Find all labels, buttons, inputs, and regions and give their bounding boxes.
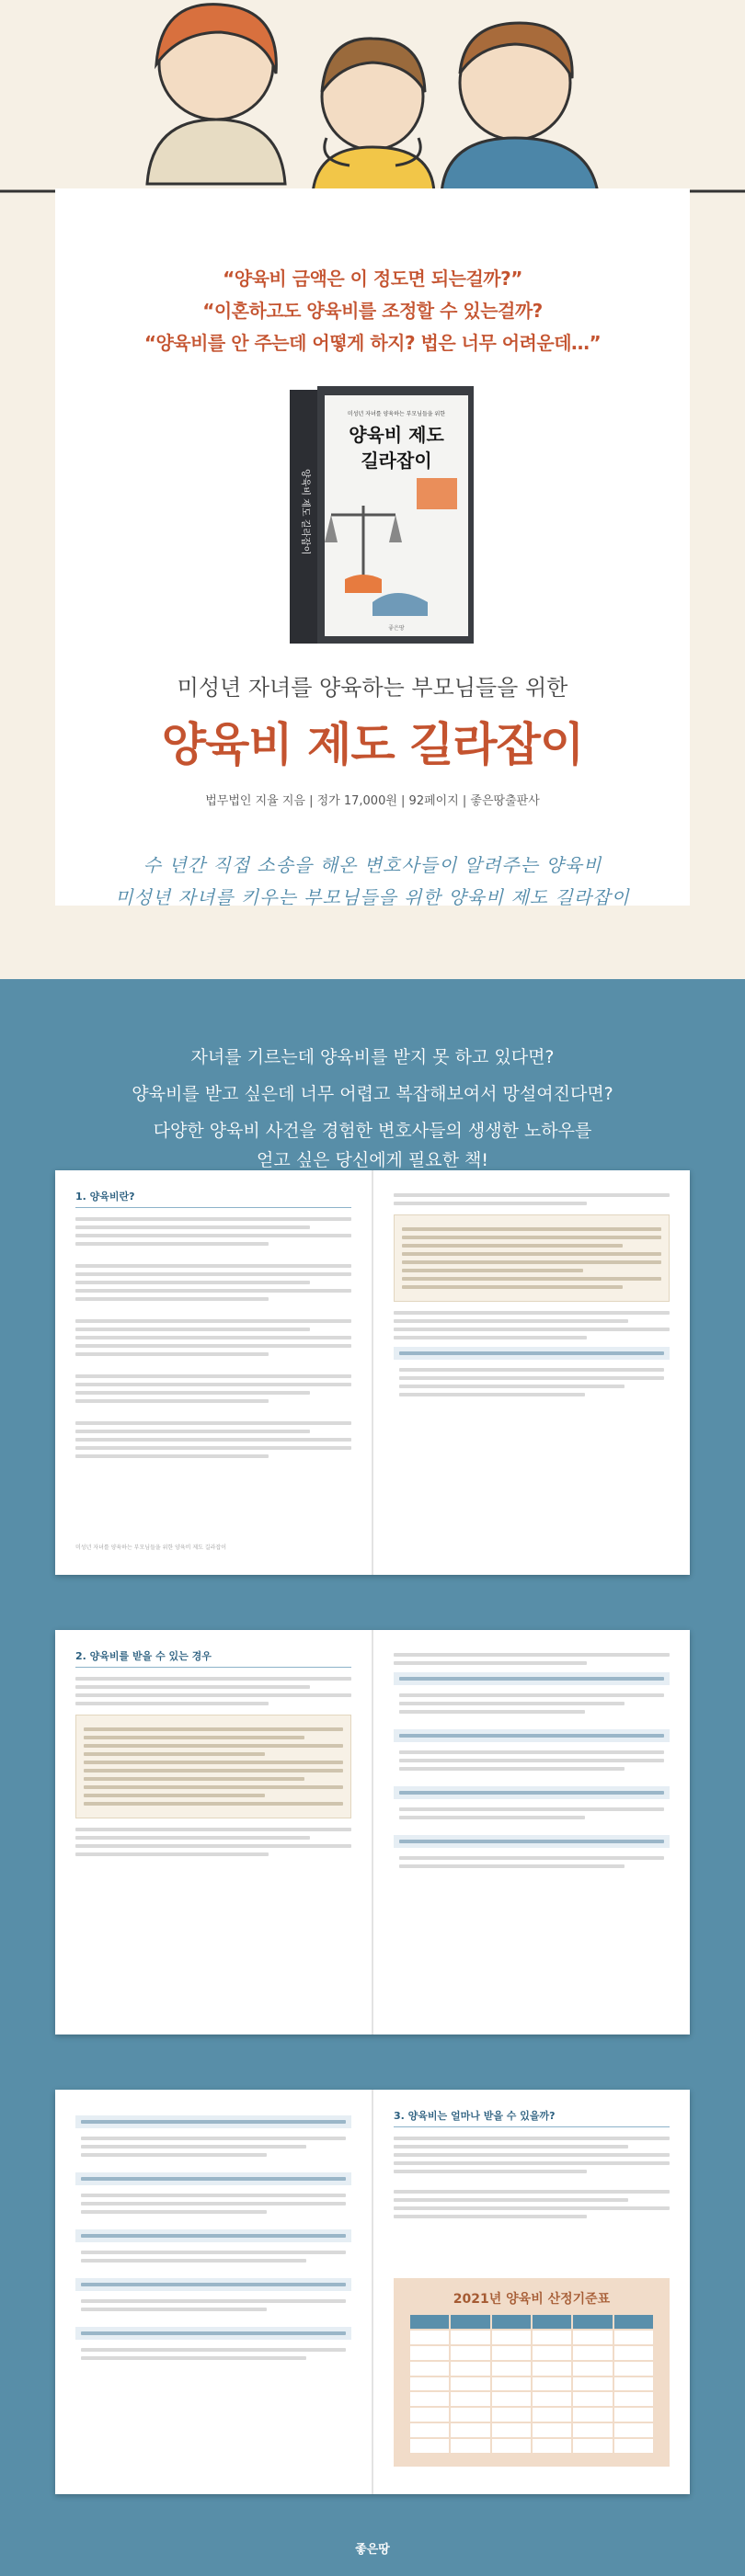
page-right	[394, 1189, 670, 1556]
preview-section	[0, 979, 745, 2576]
table-title: 2021년 양육비 산정기준표	[453, 2292, 611, 2307]
section-heading: 1. 양육비란?	[75, 1189, 351, 1208]
table-grid	[410, 2315, 653, 2453]
intro-line-1: 자녀를 기르는데 양육비를 받지 못 하고 있다면?	[190, 1047, 555, 1067]
spread-gutter	[372, 1630, 373, 2035]
section-heading: 2. 양육비를 받을 수 있는 경우	[75, 1648, 351, 1668]
page-right	[394, 2108, 670, 2274]
book-spread-1	[55, 1170, 690, 1575]
page-left	[75, 2108, 351, 2476]
family-illustration	[0, 0, 745, 193]
intro-line-3: 다양한 양육비 사건을 경험한 변호사들의 생생한 노하우를	[153, 1121, 592, 1141]
support-table-image	[394, 2278, 670, 2467]
handwriting-line-2: 미성년 자녀를 키우는 부모님들을 위한 양육비 제도 길라잡이	[115, 886, 630, 908]
intro-line-2: 양육비를 받고 싶은데 너무 어렵고 복잡해보여서 망설여진다면?	[132, 1084, 613, 1104]
info-box	[394, 1214, 670, 1302]
quote-1: “양육비 금액은 이 정도면 되는걸까?”	[223, 268, 522, 290]
book-publisher-badge: 좋은땅	[388, 625, 405, 632]
book-title-line1: 양육비 제도	[349, 424, 444, 446]
book-cover	[290, 386, 474, 644]
book-meta: 법무법인 지율 지음 | 정가 17,000원 | 92페이지 | 좋은땅출판사	[205, 794, 540, 808]
spread-gutter	[372, 2090, 373, 2494]
publisher-logo: 좋은땅	[355, 2543, 390, 2557]
page-right	[394, 1648, 670, 2016]
page-left	[75, 1648, 351, 2016]
book-tagline: 미성년 자녀를 양육하는 부모님들을 위한	[347, 411, 446, 417]
book-title: 양육비 제도 길라잡이	[161, 718, 584, 771]
hero-section	[0, 0, 745, 979]
info-box	[75, 1715, 351, 1818]
page-left	[75, 1189, 351, 1556]
book-title-line2: 길라잡이	[361, 450, 432, 472]
book-subtitle: 미성년 자녀를 양육하는 부모님들을 위한	[177, 675, 568, 701]
quote-2: “이혼하고도 양육비를 조정할 수 있는걸까?	[202, 300, 543, 322]
book-spread-3	[55, 2090, 690, 2494]
page-footer: 미성년 자녀를 양육하는 부모님들을 위한 양육비 제도 길라잡이	[75, 1544, 227, 1551]
section-heading: 3. 양육비는 얼마나 받을 수 있을까?	[394, 2108, 670, 2127]
quote-3: “양육비를 안 주는데 어떻게 하지? 법은 너무 어려운데…”	[143, 332, 602, 354]
book-spine-text: 양육비 제도 길라잡이	[300, 469, 310, 555]
handwriting-line-1: 수 년간 직접 소송을 해온 변호사들이 알려주는 양육비	[143, 854, 602, 876]
book-spread-2	[55, 1630, 690, 2035]
spread-gutter	[372, 1170, 373, 1575]
intro-line-4: 얻고 싶은 당신에게 필요한 책!	[256, 1150, 489, 1170]
